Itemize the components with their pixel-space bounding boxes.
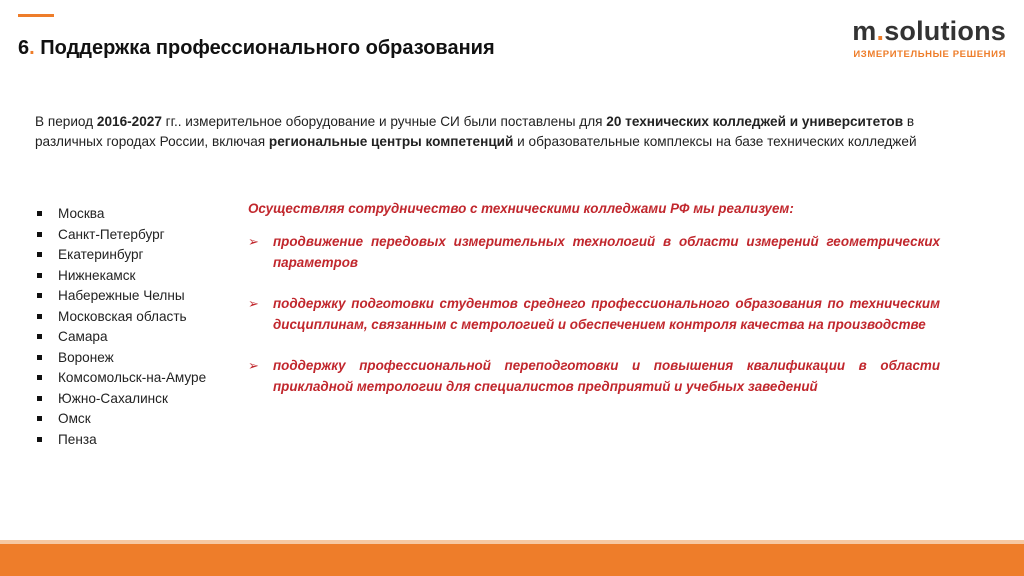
cooperation-item-text: поддержку профессиональной переподготовки и повышения квалификации в области прикладной метрологии для специалистов предприятий и учебных заведений [273, 358, 940, 394]
cooperation-item-text: поддержку подготовки студентов среднего профессионального образования по техническим дисциплинам, связанным с метрологией и обеспечением контроля качества на производстве [273, 296, 940, 332]
city-item: Екатеринбург [35, 245, 206, 266]
footer-band [0, 544, 1024, 576]
arrow-bullet-icon: ➢ [248, 234, 259, 249]
city-item: Воронеж [35, 348, 206, 369]
cooperation-item-text: продвижение передовых измерительных технологий в области измерений геометрических параметров [273, 234, 940, 270]
intro-period: 2016-2027 [96, 114, 162, 129]
arrow-bullet-icon: ➢ [248, 296, 259, 311]
logo-word-right: solutions [884, 16, 1006, 46]
city-item: Нижнекамск [35, 266, 206, 287]
city-item: Омск [35, 409, 206, 430]
section-number-dot: . [29, 37, 35, 59]
intro-text-2: гг.. измерительное оборудование и ручные СИ были поставлены для [161, 114, 607, 129]
title-accent-line [18, 14, 54, 17]
city-item: Москва [35, 204, 206, 225]
intro-text-1: В период [35, 114, 97, 129]
cooperation-item [248, 293, 940, 335]
city-list [35, 204, 206, 450]
intro-colleges-count: 20 технических колледжей и университетов [606, 114, 904, 129]
cooperation-item [248, 231, 940, 273]
city-item: Санкт-Петербург [35, 225, 206, 246]
cooperation-block [248, 199, 940, 417]
cooperation-item [248, 355, 940, 397]
cooperation-list [248, 231, 940, 397]
city-item: Пенза [35, 430, 206, 451]
logo-dot: . [876, 16, 885, 46]
intro-competence-centers: региональные центры компетенций [268, 134, 514, 149]
page-title [18, 37, 495, 60]
arrow-bullet-icon: ➢ [248, 358, 259, 373]
cooperation-heading: Осуществляя сотрудничество с техническими колледжами РФ мы реализуем: [248, 201, 794, 216]
company-logo [852, 18, 1006, 60]
logo-word-left: m [852, 16, 877, 46]
city-item: Южно-Сахалинск [35, 389, 206, 410]
intro-paragraph [35, 112, 950, 152]
city-item: Набережные Челны [35, 286, 206, 307]
city-item: Комсомольск-на-Амуре [35, 368, 206, 389]
city-item: Московская область [35, 307, 206, 328]
city-item: Самара [35, 327, 206, 348]
intro-text-4: и образовательные комплексы на базе технических колледжей [513, 134, 917, 149]
intro-text-3: в различных городах России, включая [35, 114, 915, 149]
section-number: 6 [18, 37, 30, 59]
logo-wordmark [852, 18, 1006, 45]
page-title-text: Поддержка профессионального образования [34, 37, 495, 59]
logo-tagline: ИЗМЕРИТЕЛЬНЫЕ РЕШЕНИЯ [853, 49, 1006, 60]
